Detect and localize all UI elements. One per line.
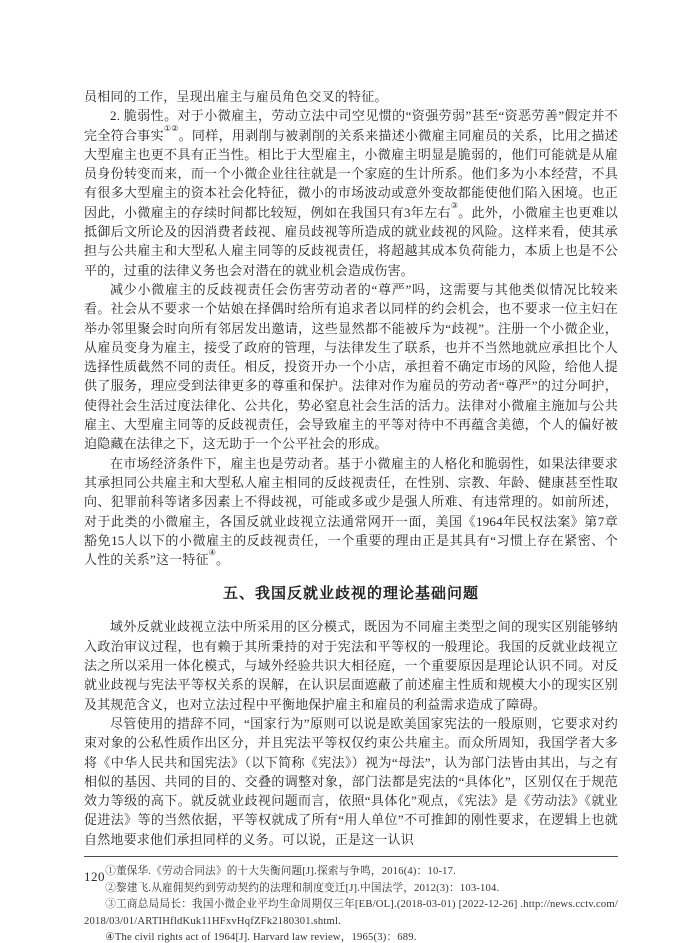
- body-paragraph: 域外反就业歧视立法中所采用的区分模式，既因为不同雇主类型之间的现实区别能够纳入政治审议过程，也有赖于其所秉持的对于宪法和平等权的一般理论。我国的反就业歧视立法之所以采用一体化模式，与域外经验共识大相径庭，一个重要原因是理论认识不同。对反就业歧视与宪法平等权关系的误解，在认识层面遮蔽了前述雇主性质和规模大小的现实区别及其规范含义，也对立法过程中平衡地保护雇主和雇员的利益需求造成了障碍。: [84, 619, 618, 712]
- footnote-marker: ④: [208, 548, 216, 558]
- footnote-marker: ①: [163, 123, 172, 133]
- footnote: ①董保华.《劳动合同法》的十大失衡问题[J].探索与争鸣，2016(4)：10-17.: [105, 865, 457, 877]
- footnote-marker: ③: [450, 200, 459, 210]
- page-number: 120: [84, 869, 105, 884]
- footnote-marker: ②: [171, 123, 179, 133]
- body-paragraph: 尽管使用的措辞不同，“国家行为”原则可以说是欧美国家宪法的一般原则，它要求对约束对象的公私性质作出区分，并且宪法平等权仅约束公共雇主。而众所周知，我国学者大多将《中华人民共和国宪法》（以下简称《宪法》）视为“母法”，认为部门法皆由其出，与之有相似的基因、共同的目的、交叠的调整对象，部门法都是宪法的“具体化”，区别仅在于规范效力等级的高下。就反就业歧视问题而言，依照“具体化”观点，《宪法》是《劳动法》《就业促进法》等的当然依据，平等权就成了所有“用人单位”不可推卸的刚性要求，在逻辑上也就自然地要求他们承担同样的义务。可以说，正是这一认识: [84, 715, 618, 847]
- footnote: ③工商总局局长：我国小微企业平均生命周期仅三年[EB/OL].(2018-03-01) [2022-12-26] .http://news.cctv.com/2018/03/01/ARTIHfldKuk11HFxvHqfZFk2180301.shtml.: [84, 899, 618, 927]
- footnote: ②黎建飞.从雇佣契约到劳动契约的法理和制度变迁[J].中国法学，2012(3)：103-104.: [105, 882, 500, 894]
- section-heading: 五、我国反就业歧视的理论基础问题: [222, 586, 479, 603]
- page-content: [84, 87, 618, 943]
- footnote: ④The civil rights act of 1964[J]. Harvard law review，1965(3)：689.: [105, 932, 417, 943]
- body-paragraph: 在市场经济条件下，雇主也是劳动者。基于小微雇主的人格化和脆弱性，如果法律要求其承担同公共雇主和大型私人雇主相同的反歧视责任，在性别、宗教、年龄、健康甚至性取向、犯罪前科等诸多因素上不得歧视，可能或多或少是强人所难、有违常理的。如前所述，对于此类的小微雇主，各国反就业歧视立法通常网开一面，美国《1964年民权法案》第7章豁免15人以下的小微雇主的反歧视责任，一个重要的理由正是其具有“习惯上存在紧密、个人性的关系”这一特征④。: [84, 455, 618, 568]
- body-paragraph: 减少小微雇主的反歧视责任会伤害劳动者的“尊严”吗，这需要与其他类似情况比较来看。社会从不要求一个姑娘在择偶时给所有追求者以同样的约会机会，也不要求一位主妇在举办邻里聚会时向所有邻居发出邀请，这些显然都不能被斥为“歧视”。注册一个小微企业，从雇员变身为雇主，接受了政府的管理，与法律发生了联系，也并不当然地就应承担比个人选择性质截然不同的责任。相反，投资开办一个小店，承担着不确定市场的风险，给他人提供了服务，理应受到法律更多的尊重和保护。法律对作为雇员的劳动者“尊严”的过分呵护，使得社会生活过度法律化、公共化，势必窒息社会生活的活力。法律对小微雇主施加与公共雇主、大型雇主同等的反歧视责任，会导致雇主的平等对待中不再蕴含美德，个人的偏好被迫隐藏在法律之下，这无助于一个公平社会的形成。: [84, 281, 618, 452]
- body-paragraph: 员相同的工作，呈现出雇主与雇员角色交叉的特征。: [84, 89, 388, 104]
- footnotes: [84, 857, 618, 943]
- body-paragraph: 2. 脆弱性。对于小微雇主，劳动立法中司空见惯的“资强劳弱”甚至“资恶劳善”假定并不完全符合事实①②。同样，用剥削与被剥削的关系来描述小微雇主同雇员的关系，比用之描述大型雇主也更不具有正当性。相比于大型雇主，小微雇主明显是脆弱的，他们可能就是从雇员身份转变而来，而一个小微企业往往就是一个家庭的生计所系。他们多为小本经营，不具有很多大型雇主的资本社会化特征，微小的市场波动或意外变故都能使他们陷入困境。也正因此，小微雇主的存续时间都比较短，例如在我国只有3年左右③。此外，小微雇主也更难以抵御后文所论及的因消费者歧视、雇员歧视等所造成的就业歧视的风险。这样来看，使其承担与公共雇主和大型私人雇主同等的反歧视责任，将超越其成本负荷能力，本质上也是不公平的，过重的法律义务也会对潜在的就业机会造成伤害。: [84, 108, 619, 278]
